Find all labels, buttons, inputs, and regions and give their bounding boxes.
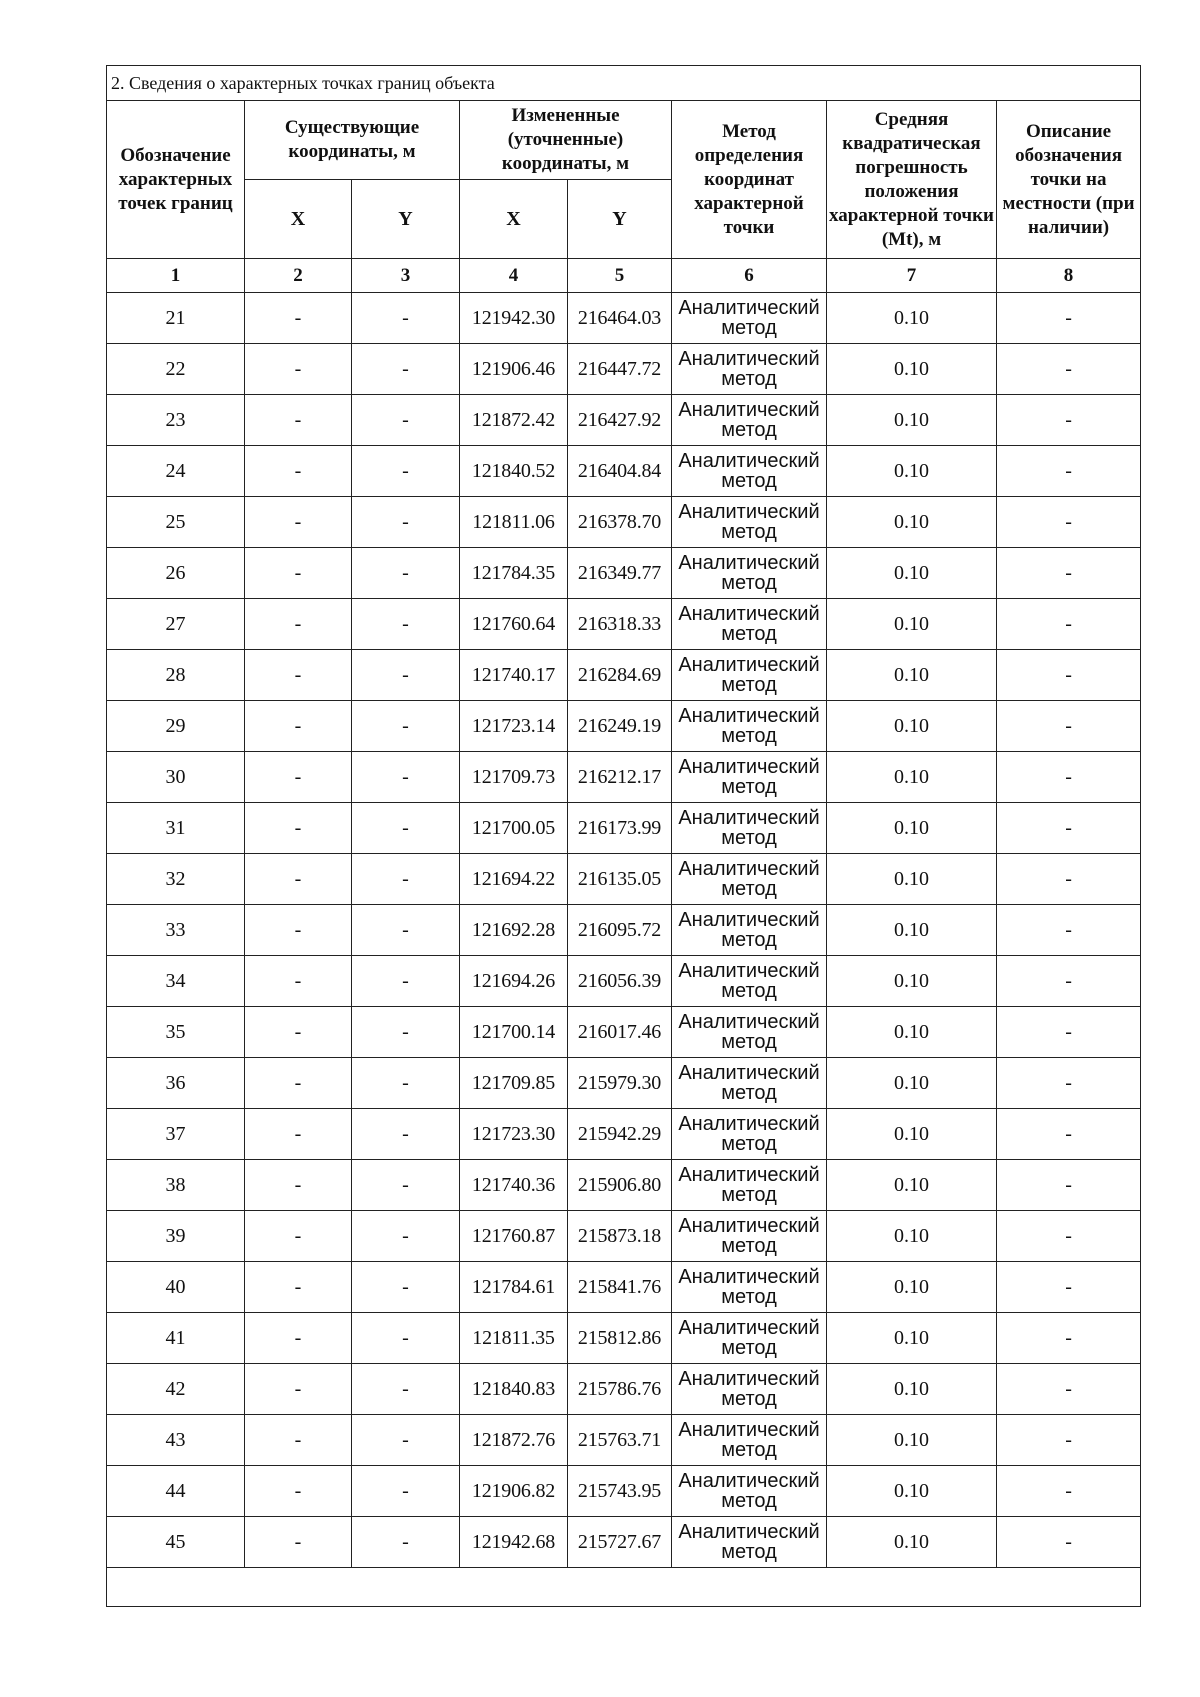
mean-error-cell: 0.10 [827, 1517, 997, 1568]
changed-y-cell: 216135.05 [568, 854, 672, 905]
existing-y-cell: - [352, 803, 460, 854]
table-row [107, 650, 1141, 701]
mean-error-cell: 0.10 [827, 1262, 997, 1313]
existing-y-cell: - [352, 752, 460, 803]
mean-error-cell: 0.10 [827, 1466, 997, 1517]
changed-x-cell: 121740.17 [460, 650, 568, 701]
point-id-cell: 42 [107, 1364, 245, 1415]
existing-x-cell: - [245, 701, 352, 752]
changed-x-cell: 121700.14 [460, 1007, 568, 1058]
column-number-row [107, 259, 1141, 293]
description-cell: - [997, 1058, 1141, 1109]
description-cell: - [997, 905, 1141, 956]
changed-x-cell: 121906.82 [460, 1466, 568, 1517]
point-id-cell: 36 [107, 1058, 245, 1109]
mean-error-cell: 0.10 [827, 395, 997, 446]
table-row [107, 905, 1141, 956]
method-cell: Аналитический метод [672, 548, 827, 599]
table-row [107, 599, 1141, 650]
method-cell: Аналитический метод [672, 1109, 827, 1160]
changed-x-cell: 121872.76 [460, 1415, 568, 1466]
description-cell: - [997, 497, 1141, 548]
existing-x-cell: - [245, 1109, 352, 1160]
table-row [107, 1262, 1141, 1313]
method-cell: Аналитический метод [672, 803, 827, 854]
description-cell: - [997, 854, 1141, 905]
existing-y-cell: - [352, 650, 460, 701]
changed-y-cell: 215873.18 [568, 1211, 672, 1262]
changed-y-cell: 216464.03 [568, 293, 672, 344]
existing-x-cell: - [245, 548, 352, 599]
existing-y-cell: - [352, 599, 460, 650]
method-cell: Аналитический метод [672, 1364, 827, 1415]
method-cell: Аналитический метод [672, 344, 827, 395]
table-row [107, 1466, 1141, 1517]
method-cell: Аналитический метод [672, 1211, 827, 1262]
existing-x-cell: - [245, 446, 352, 497]
mean-error-cell: 0.10 [827, 1364, 997, 1415]
existing-y-cell: - [352, 1160, 460, 1211]
existing-x-cell: - [245, 1058, 352, 1109]
description-cell: - [997, 344, 1141, 395]
method-cell: Аналитический метод [672, 1058, 827, 1109]
point-id-cell: 28 [107, 650, 245, 701]
mean-error-cell: 0.10 [827, 599, 997, 650]
header-changed-y: Y [568, 180, 672, 259]
method-cell: Аналитический метод [672, 1415, 827, 1466]
changed-x-cell: 121872.42 [460, 395, 568, 446]
changed-y-cell: 216017.46 [568, 1007, 672, 1058]
column-number: 2 [245, 259, 352, 293]
description-cell: - [997, 650, 1141, 701]
description-cell: - [997, 599, 1141, 650]
existing-x-cell: - [245, 1262, 352, 1313]
point-id-cell: 44 [107, 1466, 245, 1517]
method-cell: Аналитический метод [672, 1160, 827, 1211]
header-method: Метод определения координат характерной точки [672, 101, 827, 259]
description-cell: - [997, 803, 1141, 854]
existing-x-cell: - [245, 1415, 352, 1466]
point-id-cell: 25 [107, 497, 245, 548]
existing-y-cell: - [352, 1007, 460, 1058]
table-row [107, 1364, 1141, 1415]
mean-error-cell: 0.10 [827, 956, 997, 1007]
existing-y-cell: - [352, 1262, 460, 1313]
point-id-cell: 40 [107, 1262, 245, 1313]
changed-x-cell: 121760.87 [460, 1211, 568, 1262]
column-number: 3 [352, 259, 460, 293]
changed-x-cell: 121942.68 [460, 1517, 568, 1568]
method-cell: Аналитический метод [672, 956, 827, 1007]
table-row [107, 293, 1141, 344]
description-cell: - [997, 1007, 1141, 1058]
table-body [107, 293, 1141, 1568]
method-cell: Аналитический метод [672, 446, 827, 497]
point-id-cell: 35 [107, 1007, 245, 1058]
point-id-cell: 32 [107, 854, 245, 905]
method-cell: Аналитический метод [672, 1007, 827, 1058]
point-id-cell: 22 [107, 344, 245, 395]
header-mean-error: Средняя квадратическая погрешность положения характерной точки (Mt), м [827, 101, 997, 259]
changed-x-cell: 121723.30 [460, 1109, 568, 1160]
header-existing-coordinates: Существующие координаты, м [245, 101, 460, 180]
table-row [107, 803, 1141, 854]
existing-y-cell: - [352, 854, 460, 905]
mean-error-cell: 0.10 [827, 1058, 997, 1109]
changed-x-cell: 121942.30 [460, 293, 568, 344]
mean-error-cell: 0.10 [827, 1007, 997, 1058]
mean-error-cell: 0.10 [827, 293, 997, 344]
changed-x-cell: 121723.14 [460, 701, 568, 752]
changed-y-cell: 215727.67 [568, 1517, 672, 1568]
changed-x-cell: 121811.35 [460, 1313, 568, 1364]
existing-x-cell: - [245, 497, 352, 548]
changed-y-cell: 215786.76 [568, 1364, 672, 1415]
mean-error-cell: 0.10 [827, 701, 997, 752]
column-number: 1 [107, 259, 245, 293]
table-row [107, 497, 1141, 548]
description-cell: - [997, 752, 1141, 803]
existing-x-cell: - [245, 905, 352, 956]
changed-y-cell: 215812.86 [568, 1313, 672, 1364]
changed-x-cell: 121840.52 [460, 446, 568, 497]
changed-y-cell: 216212.17 [568, 752, 672, 803]
method-cell: Аналитический метод [672, 701, 827, 752]
column-number: 5 [568, 259, 672, 293]
changed-x-cell: 121906.46 [460, 344, 568, 395]
existing-y-cell: - [352, 1109, 460, 1160]
point-id-cell: 23 [107, 395, 245, 446]
method-cell: Аналитический метод [672, 599, 827, 650]
mean-error-cell: 0.10 [827, 1313, 997, 1364]
changed-y-cell: 216173.99 [568, 803, 672, 854]
description-cell: - [997, 1466, 1141, 1517]
changed-y-cell: 216378.70 [568, 497, 672, 548]
description-cell: - [997, 446, 1141, 497]
table-row [107, 752, 1141, 803]
method-cell: Аналитический метод [672, 1262, 827, 1313]
existing-x-cell: - [245, 803, 352, 854]
point-id-cell: 34 [107, 956, 245, 1007]
header-existing-x: X [245, 180, 352, 259]
method-cell: Аналитический метод [672, 905, 827, 956]
existing-y-cell: - [352, 1466, 460, 1517]
existing-y-cell: - [352, 344, 460, 395]
existing-y-cell: - [352, 395, 460, 446]
changed-y-cell: 216249.19 [568, 701, 672, 752]
description-cell: - [997, 293, 1141, 344]
point-id-cell: 24 [107, 446, 245, 497]
point-id-cell: 27 [107, 599, 245, 650]
description-cell: - [997, 701, 1141, 752]
table-row [107, 1313, 1141, 1364]
changed-y-cell: 216427.92 [568, 395, 672, 446]
table-row [107, 548, 1141, 599]
changed-y-cell: 216447.72 [568, 344, 672, 395]
point-id-cell: 45 [107, 1517, 245, 1568]
changed-y-cell: 216284.69 [568, 650, 672, 701]
changed-x-cell: 121760.64 [460, 599, 568, 650]
header-changed-x: X [460, 180, 568, 259]
header-description: Описание обозначения точки на местности (при наличии) [997, 101, 1141, 259]
existing-y-cell: - [352, 548, 460, 599]
existing-y-cell: - [352, 956, 460, 1007]
method-cell: Аналитический метод [672, 854, 827, 905]
changed-y-cell: 216404.84 [568, 446, 672, 497]
existing-y-cell: - [352, 1415, 460, 1466]
existing-y-cell: - [352, 293, 460, 344]
description-cell: - [997, 956, 1141, 1007]
changed-y-cell: 215763.71 [568, 1415, 672, 1466]
point-id-cell: 29 [107, 701, 245, 752]
table-row [107, 395, 1141, 446]
description-cell: - [997, 1211, 1141, 1262]
existing-x-cell: - [245, 650, 352, 701]
changed-y-cell: 215942.29 [568, 1109, 672, 1160]
changed-x-cell: 121811.06 [460, 497, 568, 548]
description-cell: - [997, 1109, 1141, 1160]
table-row [107, 956, 1141, 1007]
existing-y-cell: - [352, 446, 460, 497]
boundary-points-table [106, 65, 1141, 1607]
column-number: 4 [460, 259, 568, 293]
changed-x-cell: 121700.05 [460, 803, 568, 854]
table-title: 2. Сведения о характерных точках границ объекта [107, 66, 1141, 101]
mean-error-cell: 0.10 [827, 497, 997, 548]
existing-x-cell: - [245, 344, 352, 395]
table-row [107, 1007, 1141, 1058]
mean-error-cell: 0.10 [827, 548, 997, 599]
mean-error-cell: 0.10 [827, 446, 997, 497]
point-id-cell: 30 [107, 752, 245, 803]
existing-y-cell: - [352, 905, 460, 956]
mean-error-cell: 0.10 [827, 854, 997, 905]
table-row [107, 1517, 1141, 1568]
header-existing-y: Y [352, 180, 460, 259]
changed-x-cell: 121740.36 [460, 1160, 568, 1211]
changed-x-cell: 121784.61 [460, 1262, 568, 1313]
existing-x-cell: - [245, 395, 352, 446]
method-cell: Аналитический метод [672, 293, 827, 344]
mean-error-cell: 0.10 [827, 344, 997, 395]
mean-error-cell: 0.10 [827, 1415, 997, 1466]
mean-error-cell: 0.10 [827, 1109, 997, 1160]
header-changed-coordinates: Измененные (уточненные) координаты, м [460, 101, 672, 180]
changed-x-cell: 121709.73 [460, 752, 568, 803]
existing-y-cell: - [352, 1313, 460, 1364]
point-id-cell: 43 [107, 1415, 245, 1466]
point-id-cell: 41 [107, 1313, 245, 1364]
table-row [107, 701, 1141, 752]
description-cell: - [997, 395, 1141, 446]
point-id-cell: 39 [107, 1211, 245, 1262]
method-cell: Аналитический метод [672, 1517, 827, 1568]
method-cell: Аналитический метод [672, 1466, 827, 1517]
existing-y-cell: - [352, 1058, 460, 1109]
point-id-cell: 26 [107, 548, 245, 599]
column-number: 8 [997, 259, 1141, 293]
description-cell: - [997, 1160, 1141, 1211]
existing-x-cell: - [245, 1313, 352, 1364]
changed-x-cell: 121840.83 [460, 1364, 568, 1415]
table-row [107, 1415, 1141, 1466]
table-row [107, 1058, 1141, 1109]
changed-x-cell: 121694.22 [460, 854, 568, 905]
method-cell: Аналитический метод [672, 752, 827, 803]
changed-y-cell: 215841.76 [568, 1262, 672, 1313]
description-cell: - [997, 548, 1141, 599]
existing-x-cell: - [245, 956, 352, 1007]
description-cell: - [997, 1517, 1141, 1568]
mean-error-cell: 0.10 [827, 1211, 997, 1262]
table-row [107, 1109, 1141, 1160]
description-cell: - [997, 1415, 1141, 1466]
existing-x-cell: - [245, 599, 352, 650]
existing-y-cell: - [352, 497, 460, 548]
point-id-cell: 38 [107, 1160, 245, 1211]
changed-y-cell: 215743.95 [568, 1466, 672, 1517]
changed-y-cell: 215979.30 [568, 1058, 672, 1109]
mean-error-cell: 0.10 [827, 752, 997, 803]
existing-x-cell: - [245, 1517, 352, 1568]
method-cell: Аналитический метод [672, 497, 827, 548]
header-point-designation: Обозначение характерных точек границ [107, 101, 245, 259]
changed-x-cell: 121784.35 [460, 548, 568, 599]
column-number: 7 [827, 259, 997, 293]
point-id-cell: 21 [107, 293, 245, 344]
method-cell: Аналитический метод [672, 395, 827, 446]
point-id-cell: 37 [107, 1109, 245, 1160]
table-footer-empty [107, 1568, 1141, 1607]
table-row [107, 1211, 1141, 1262]
existing-x-cell: - [245, 1160, 352, 1211]
changed-x-cell: 121694.26 [460, 956, 568, 1007]
column-number: 6 [672, 259, 827, 293]
existing-x-cell: - [245, 293, 352, 344]
mean-error-cell: 0.10 [827, 1160, 997, 1211]
table-row [107, 854, 1141, 905]
point-id-cell: 31 [107, 803, 245, 854]
existing-y-cell: - [352, 1517, 460, 1568]
existing-x-cell: - [245, 1007, 352, 1058]
changed-y-cell: 215906.80 [568, 1160, 672, 1211]
table-row [107, 1160, 1141, 1211]
existing-y-cell: - [352, 701, 460, 752]
table-row [107, 446, 1141, 497]
existing-y-cell: - [352, 1364, 460, 1415]
document-sheet [106, 65, 1140, 1607]
table-row [107, 344, 1141, 395]
description-cell: - [997, 1364, 1141, 1415]
description-cell: - [997, 1313, 1141, 1364]
changed-y-cell: 216056.39 [568, 956, 672, 1007]
existing-x-cell: - [245, 1364, 352, 1415]
point-id-cell: 33 [107, 905, 245, 956]
existing-x-cell: - [245, 854, 352, 905]
mean-error-cell: 0.10 [827, 803, 997, 854]
changed-y-cell: 216349.77 [568, 548, 672, 599]
method-cell: Аналитический метод [672, 1313, 827, 1364]
existing-x-cell: - [245, 1466, 352, 1517]
changed-x-cell: 121692.28 [460, 905, 568, 956]
method-cell: Аналитический метод [672, 650, 827, 701]
description-cell: - [997, 1262, 1141, 1313]
existing-y-cell: - [352, 1211, 460, 1262]
changed-y-cell: 216095.72 [568, 905, 672, 956]
changed-y-cell: 216318.33 [568, 599, 672, 650]
mean-error-cell: 0.10 [827, 905, 997, 956]
changed-x-cell: 121709.85 [460, 1058, 568, 1109]
existing-x-cell: - [245, 1211, 352, 1262]
mean-error-cell: 0.10 [827, 650, 997, 701]
existing-x-cell: - [245, 752, 352, 803]
